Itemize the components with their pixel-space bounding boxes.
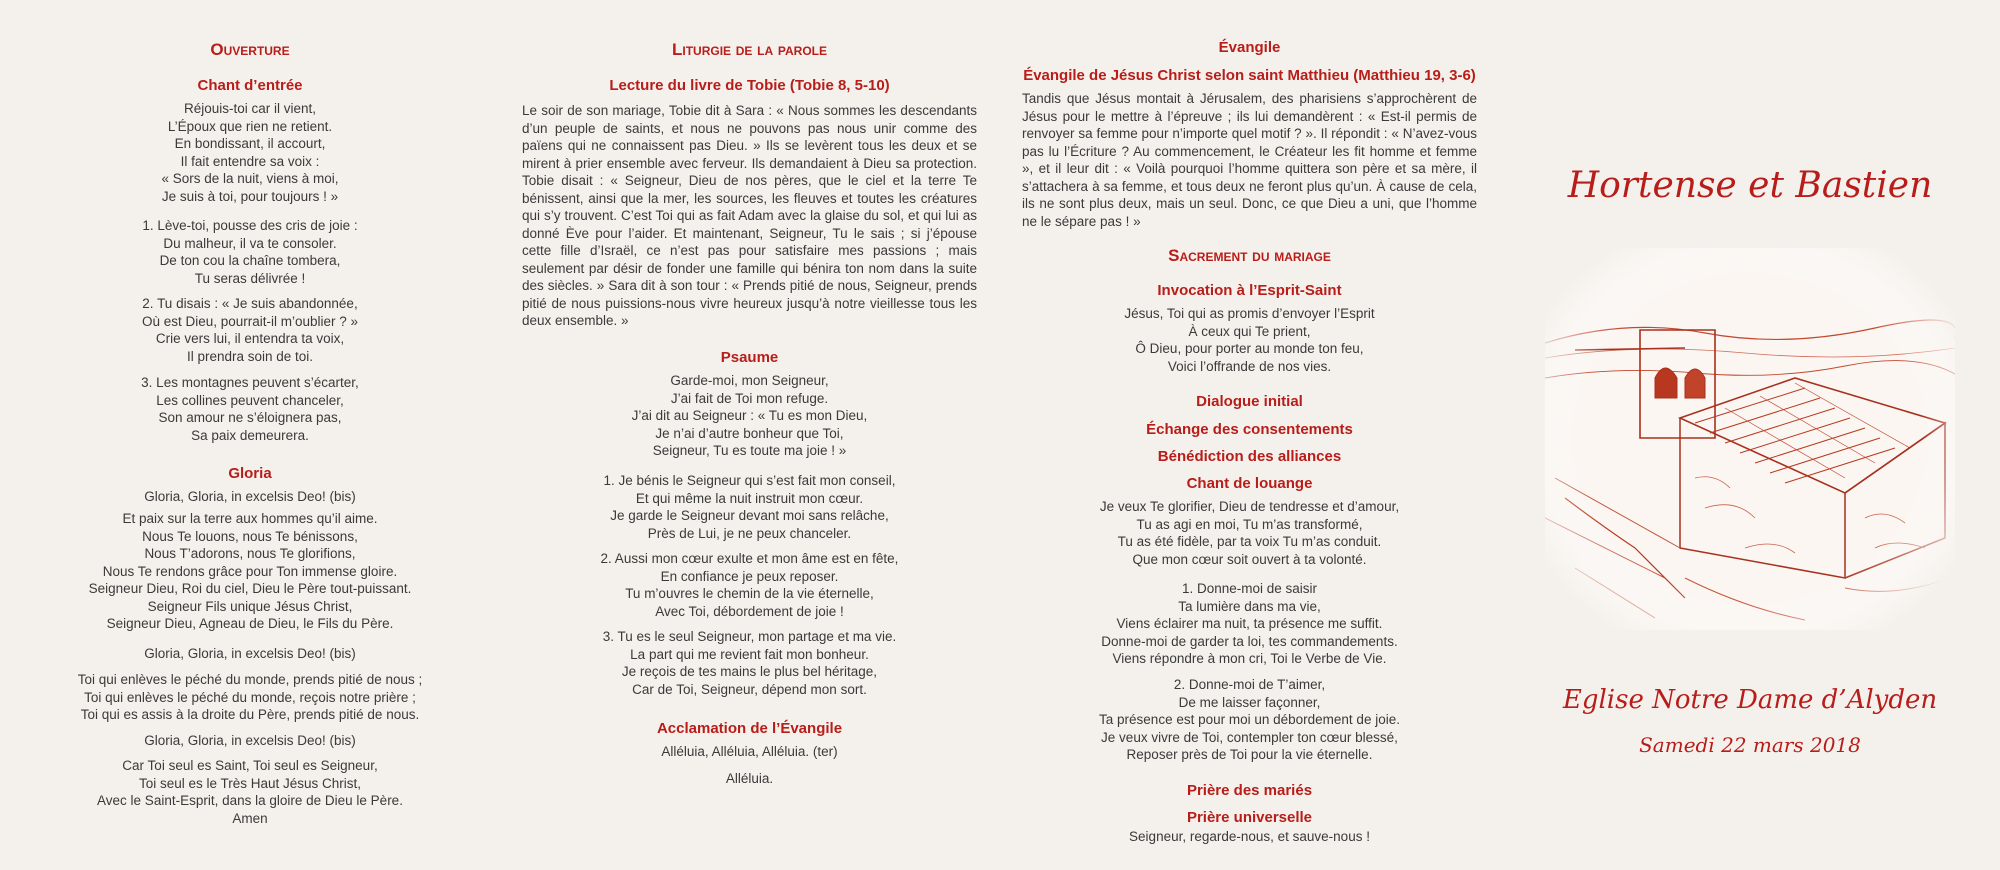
acclamation-line-1: Alléluia, Alléluia, Alléluia. (ter)	[661, 744, 838, 759]
gloria-stanza-2: Toi qui enlèves le péché du monde, prends pitié de nous ; Toi qui enlèves le péché du monde, reçois notre prière ; Toi qui es assis à la droite du Père, prends pitié de nous.	[77, 672, 423, 722]
psaume-title: Psaume	[720, 349, 779, 366]
priere-universelle-title: Prière universelle	[1186, 809, 1313, 826]
psaume-verse-3: 3. Tu es le seul Seigneur, mon partage et ma vie. La part qui me revient fait mon bonheur. Je reçois de tes mains le plus bel héritage, Car de Toi, Seigneur, dépend mon sort.	[602, 629, 897, 697]
chant-entree-verse-3: 3. Les montagnes peuvent s’écarter, Les collines peuvent chanceler, Son amour ne s’éloignera pas, Sa paix demeurera.	[141, 375, 359, 443]
church-sketch-image	[1545, 248, 1955, 630]
louange-verse-1: 1. Donne-moi de saisir Ta lumière dans ma vie, Viens éclairer ma nuit, ta présence me suffit. Donne-moi de garder ta loi, tes commandements. Viens répondre à mon cri, Toi le Verbe de Vie.	[1101, 581, 1398, 666]
echange-title: Échange des consentements	[1146, 421, 1353, 438]
psaume-verse-2: 2. Aussi mon cœur exulte et mon âme est en fête, En confiance je peux reposer. Tu m’ouvres le chemin de la vie éternelle, Avec Toi, débordement de joie !	[600, 551, 899, 619]
church-name: Eglise Notre Dame d’Alyden	[1562, 685, 1938, 715]
lecture-title: Lecture du livre de Tobie (Tobie 8, 5-10)	[609, 77, 890, 94]
gloria-stanza-1: Et paix sur la terre aux hommes qu’il aime. Nous Te louons, nous Te bénissons, Nous T’adorons, nous Te glorifions, Nous Te rendons grâce pour Ton immense gloire. Seigneur Dieu, Roi du ciel, Dieu le Père tout-puissant. Seigneur Fils unique Jésus Christ, Seigneur Dieu, Agneau de Dieu, le Fils du Père.	[88, 511, 412, 631]
evangile-subtitle: Évangile de Jésus Christ selon saint Matthieu (Matthieu 19, 3-6)	[1023, 67, 1476, 84]
ceremony-date: Samedi 22 mars 2018	[1639, 733, 1861, 757]
chant-entree-verse-2: 2. Tu disais : « Je suis abandonnée, Où est Dieu, pourrait-il m’oublier ? » Crie vers lui, il entendra ta voix, Il prendra soin de toi.	[141, 296, 359, 364]
gloria-refrain-3: Gloria, Gloria, in excelsis Deo! (bis)	[144, 733, 356, 748]
acclamation-title: Acclamation de l’Évangile	[656, 720, 843, 737]
chant-entree-title: Chant d’entrée	[197, 77, 303, 94]
dialogue-title: Dialogue initial	[1196, 393, 1303, 410]
psaume-verse-1: 1. Je bénis le Seigneur qui s’est fait mon conseil, Et qui même la nuit instruit mon cœur. Je garde le Seigneur devant moi sans relâche, Près de Lui, je ne peux chanceler.	[603, 473, 896, 541]
invocation-text: Jésus, Toi qui as promis d’envoyer l’Esprit À ceux qui Te prient, Ô Dieu, pour porter au monde ton feu, Voici l’offrande de nos vies.	[1124, 306, 1375, 374]
invocation-title: Invocation à l’Esprit-Saint	[1157, 282, 1342, 299]
priere-universelle-text: Seigneur, regarde-nous, et sauve-nous !	[1129, 829, 1370, 844]
evangile-title: Évangile	[1218, 39, 1281, 56]
section-title-sacrement: Sacrement du mariage	[1168, 246, 1331, 265]
priere-maries-title: Prière des mariés	[1186, 782, 1313, 799]
psaume-refrain: Garde-moi, mon Seigneur, J’ai fait de Toi mon refuge. J’ai dit au Seigneur : « Tu es mon Dieu, Je n’ai d’autre bonheur que Toi, Seigneur, Tu es toute ma joie ! »	[631, 373, 868, 458]
couple-names: Hortense et Bastien	[1567, 165, 1933, 206]
evangile-text: Tandis que Jésus montait à Jérusalem, des pharisiens s’approchèrent de Jésus pour le mettre à l’épreuve ; ils lui demandèrent : « Est-il permis de renvoyer sa femme pour n’importe quel motif ? ». Il répondit : « N’avez-vous pas lu l’Écriture ? Au commencement, le Créateur les fit homme et femme », et il leur dit : « Voilà pourquoi l’homme quittera son père et sa mère, il s’attachera à sa femme, et tous deux ne feront plus qu’un. À cause de cela, ils ne sont plus deux, mais un seul. Donc, ce que Dieu a uni, que l’homme ne le sépare pas ! »	[1022, 91, 1477, 229]
gloria-refrain-1: Gloria, Gloria, in excelsis Deo! (bis)	[144, 489, 356, 504]
benediction-title: Bénédiction des alliances	[1157, 448, 1342, 465]
acclamation-line-2: Alléluia.	[725, 771, 774, 786]
lecture-text: Le soir de son mariage, Tobie dit à Sara : « Nous sommes les descendants d’un peuple de saints, et nous ne pouvons pas nous unir comme des païens qui ne connaissent pas Dieu. » Ils se levèrent tous les deux et se mirent à prier ensemble avec ferveur. Ils demandaient à Dieu sa protection. Tobie disait : « Seigneur, Dieu de nos pères, que le ciel et la terre Te bénissent, ainsi que la mer, les sources, les fleuves et toutes les créatures qui s’y trouvent. C’est Toi qui as fait Adam avec la glaise du sol, et qui lui as donné Ève pour l’aider. Et maintenant, Seigneur, Tu le sais ; si j’épouse cette fille d’Israël, ce n’est pas pour satisfaire mes passions ; mais seulement par désir de fonder une famille qui bénira ton nom dans la suite des siècles. » Sara dit à son tour : « Prends pitié de nous, Seigneur, prends pitié de nous puissions-nous vivre heureux jusqu’à notre vieillesse tous les deux ensemble. »	[522, 103, 977, 328]
gloria-stanza-3: Car Toi seul es Saint, Toi seul es Seigneur, Toi seul es le Très Haut Jésus Christ, Avec le Saint-Esprit, dans la gloire de Dieu le Père. Amen	[97, 758, 403, 826]
louange-verse-2: 2. Donne-moi de T’aimer, De me laisser façonner, Ta présence est pour moi un débordement de joie. Je veux vivre de Toi, contempler ton cœur blessé, Reposer près de Toi pour la vie éternelle.	[1099, 677, 1400, 762]
louange-refrain: Je veux Te glorifier, Dieu de tendresse et d’amour, Tu as agi en moi, Tu m’as transformé, Tu as été fidèle, par ta voix Tu m’as conduit. Que mon cœur soit ouvert à ta volonté.	[1099, 499, 1400, 567]
chant-entree-refrain: Réjouis-toi car il vient, L’Époux que rien ne retient. En bondissant, il accourt, Il fait entendre sa voix : « Sors de la nuit, viens à moi, Je suis à toi, pour toujours ! »	[161, 101, 339, 204]
gloria-title: Gloria	[228, 465, 272, 482]
chant-entree-verse-1: 1. Lève-toi, pousse des cris de joie : Du malheur, il va te consoler. De ton cou la chaîne tombera, Tu seras délivrée !	[142, 218, 358, 286]
section-title-ouverture: Ouverture	[210, 40, 290, 59]
gloria-refrain-2: Gloria, Gloria, in excelsis Deo! (bis)	[144, 646, 356, 661]
louange-title: Chant de louange	[1186, 475, 1313, 492]
section-title-liturgie: Liturgie de la parole	[671, 40, 827, 59]
